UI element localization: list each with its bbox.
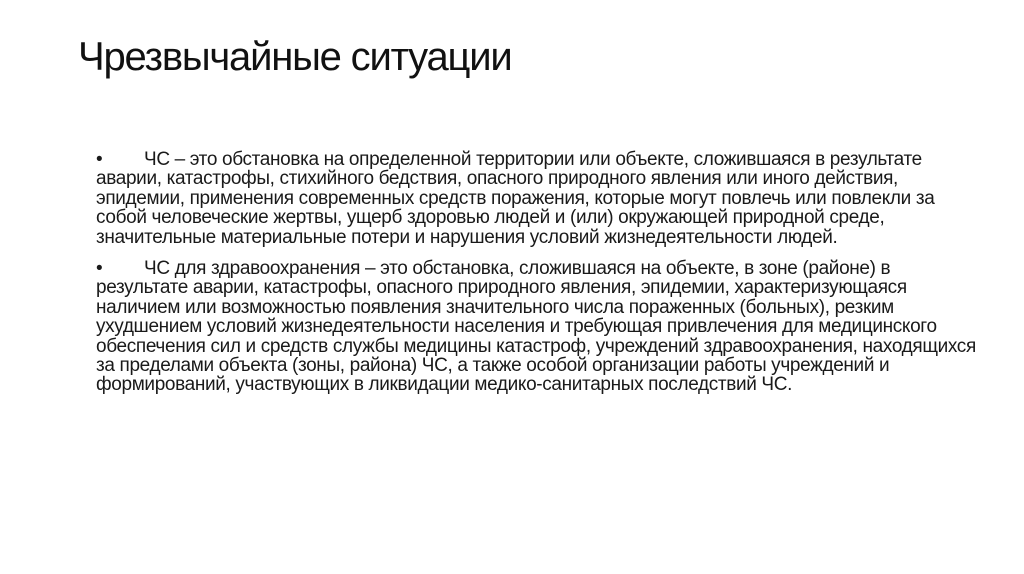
slide-title: Чрезвычайные ситуации bbox=[78, 35, 512, 79]
bullet-text: ЧС для здравоохранения – это обстановка, сложившаяся на объекте, в зоне (районе) в результате аварии, катастрофы, опасного природного явления, эпидемии, характеризующаяся наличием или возможностью появления значительного числа пораженных (больных), резким ухудшением условий жизнедеятельности населения и требующая привлечения для медицинского обеспечения сил и средств службы медицины катастроф, учреждений здравоохранения, находящихся за пределами объекта (зоны, района) ЧС, а также особой организации работы учреждений и формирований, участвующих в ликвидации медико-санитарных последствий ЧС. bbox=[96, 258, 976, 396]
bullet-list bbox=[96, 150, 976, 407]
bullet-marker: • bbox=[96, 258, 103, 280]
bullet-marker: • bbox=[96, 149, 103, 170]
bullet-item-definition bbox=[96, 150, 976, 247]
bullet-text: ЧС – это обстановка на определенной территории или объекте, сложившаяся в результате аварии, катастрофы, стихийного бедствия, опасного природного явления или иного действия, эпидемии, применения современных средств поражения, которые могут повлечь или повлекли за собой человеческие жертвы, ущерб здоровью людей и (или) окружающей природной среде, значительные материальные потери и нарушения условий жизнедеятельности людей. bbox=[96, 149, 935, 248]
bullet-item-healthcare-definition bbox=[96, 259, 976, 395]
